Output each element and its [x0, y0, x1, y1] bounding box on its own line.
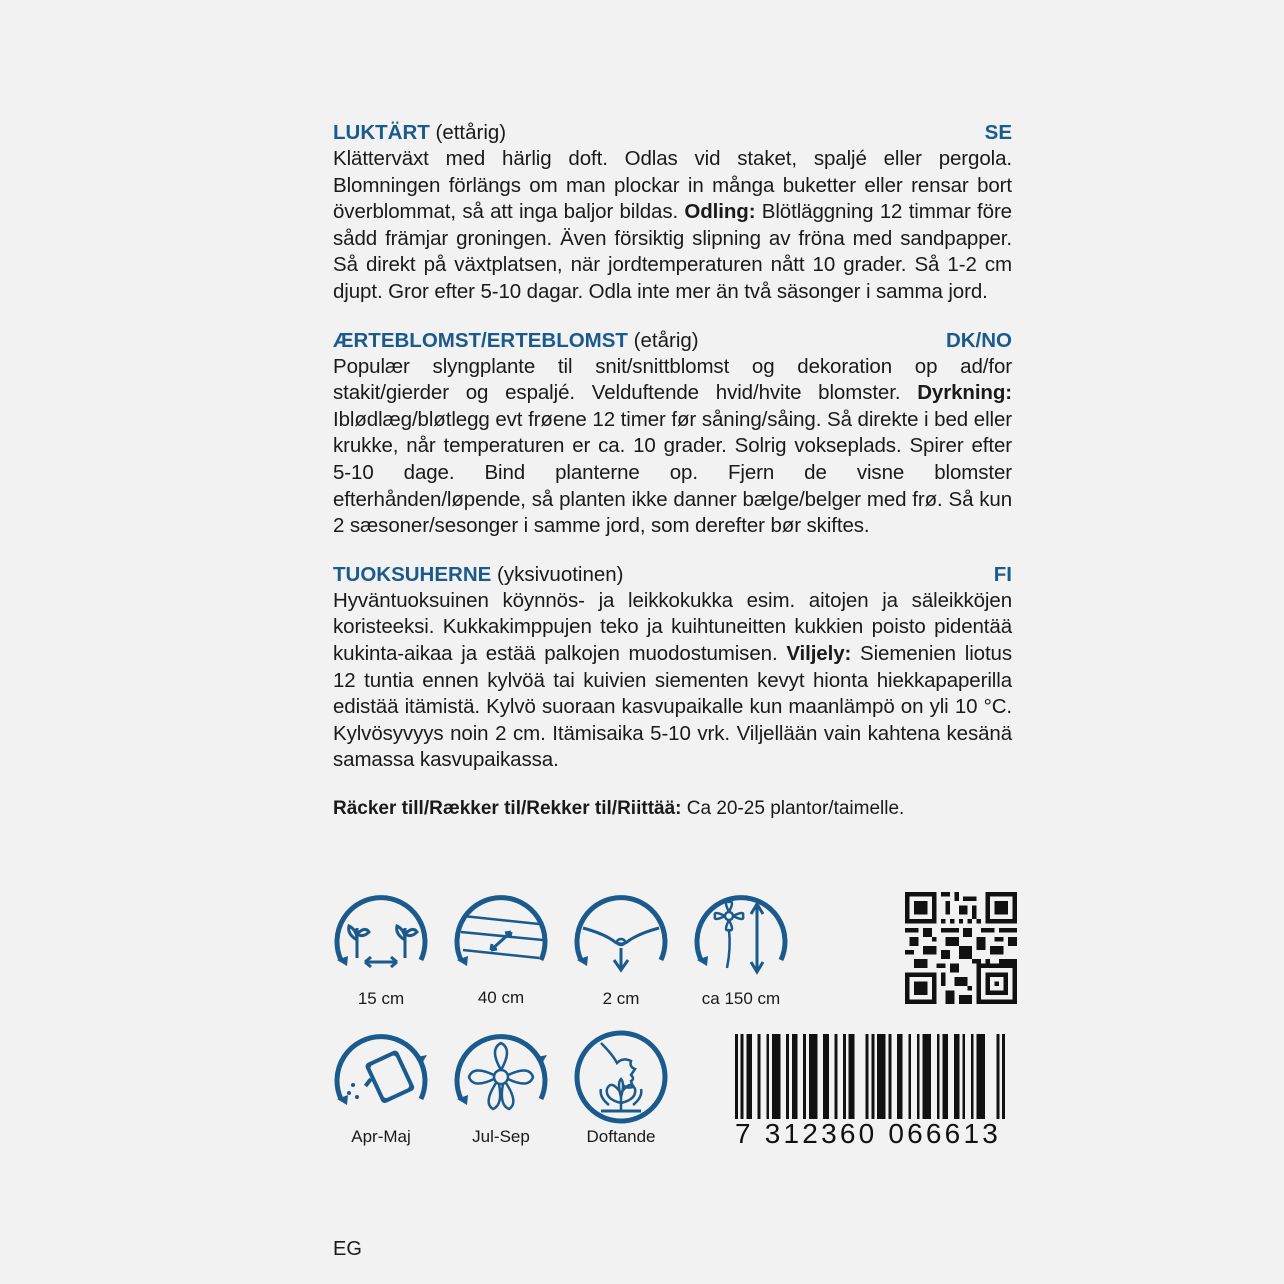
footer-code: EG: [333, 1238, 362, 1260]
icon-label: 15 cm: [357, 989, 405, 1008]
icon-label: Apr-Maj: [351, 1127, 411, 1146]
plant-spacing-icon: [331, 888, 431, 988]
sowing-depth-icon: [571, 888, 671, 988]
bold-label: Viljely:: [786, 641, 852, 665]
section-title: ÆRTEBLOMST/ERTEBLOMST: [333, 328, 628, 352]
bold-label: Odling:: [684, 200, 756, 224]
section-dk-no: [333, 328, 1012, 540]
language-code: DK/NO: [945, 328, 1012, 352]
section-body: Klätterväxt med härlig doft. Odlas vid staket, spaljé eller pergola. Blomningen förlängs om man plockar in många buketter eller rensar bort överblommat, så att inga baljor bildas. Odling: Blötläggning 12 timmar före sådd främjar groningen. Även försiktig slipning av fröna med sandpapper. Så direkt på växtplatsen, när jordtemperaturen nått 10 grader. Så 1-2 cm djupt. Gror efter 5-10 dagar. Odla inte mer än två säsonger i samma jord.: [333, 147, 1012, 303]
icon-label: ca 150 cm: [701, 989, 781, 1008]
section-header: [333, 328, 1012, 354]
section-body: Populær slyngplante til snit/snittblomst og dekoration op ad/for stakit/gierder og espaljé. Velduftende hvid/hvite blomster. Dyrkning: Iblødlæg/bløtlegg evt frøene 12 timer før såning/såing. Så direkte i bed eller krukke, når temperaturen er ca. 10 grader. Solrig vokseplads. Spirer efter 5-10 dage. Bind planterne op. Fjern de visne blomster efterhånden/løpende, så planten ikke danner bælge/belger med frø. Så kun 2 sæsoner/sesonger i samme jord, som derefter bør skiftes.: [333, 354, 1012, 538]
section-title: TUOKSUHERNE: [333, 562, 492, 586]
section-header: [333, 120, 1012, 146]
section-fi: [333, 562, 1012, 774]
plant-height-icon: [691, 888, 791, 988]
section-title: LUKTÄRT: [333, 121, 430, 144]
yield-line: Räcker till/Rækker til/Rekker til/Riittää: Ca 20-25 plantor/taimelle.: [333, 797, 905, 819]
icon-label: Jul-Sep: [472, 1127, 530, 1146]
text-column: [333, 120, 1012, 822]
section-subtitle: (etårig): [633, 328, 699, 352]
row-spacing-icon: [451, 888, 551, 988]
icon-label: Doftande: [586, 1127, 656, 1146]
icon-label: 40 cm: [477, 988, 525, 1007]
bold-label: Dyrkning:: [917, 381, 1012, 405]
flowering-time-icon: [451, 1027, 551, 1127]
language-code: FI: [993, 562, 1012, 586]
qr-code[interactable]: [905, 892, 1017, 1004]
sowing-time-icon: [331, 1027, 431, 1127]
section-subtitle: (yksivuotinen): [497, 562, 624, 586]
icon-label: 2 cm: [602, 989, 640, 1008]
barcode-number: 7 312360 066613: [735, 1119, 1025, 1149]
fragrant-icon: [571, 1027, 671, 1127]
section-subtitle: (ettårig): [435, 121, 507, 144]
section-se: [333, 120, 1012, 306]
barcode: [735, 1034, 1005, 1150]
section-header: [333, 562, 1012, 588]
section-body: Hyväntuoksuinen köynnös- ja leikkokukka esim. aitojen ja säleikköjen koristeeksi. Kukkakimppujen teko ja kuihtuneitten kukkien poisto pidentää kukinta-aikaa ja estää palkojen muodostumisen. Viljely: Siemenien liotus 12 tuntia ennen kylvöä tai kuivien siementen kevyt hionta hiekkapaperilla edistää itämistä. Kylvö suoraan kasvupaikalle kun maanlämpö on yli 10 °C. Kylvösyvyys noin 2 cm. Itämisaika 5-10 vrk. Viljellään vain kahtena kesänä samassa kasvupaikassa.: [333, 588, 1012, 772]
language-code: SE: [984, 121, 1012, 144]
